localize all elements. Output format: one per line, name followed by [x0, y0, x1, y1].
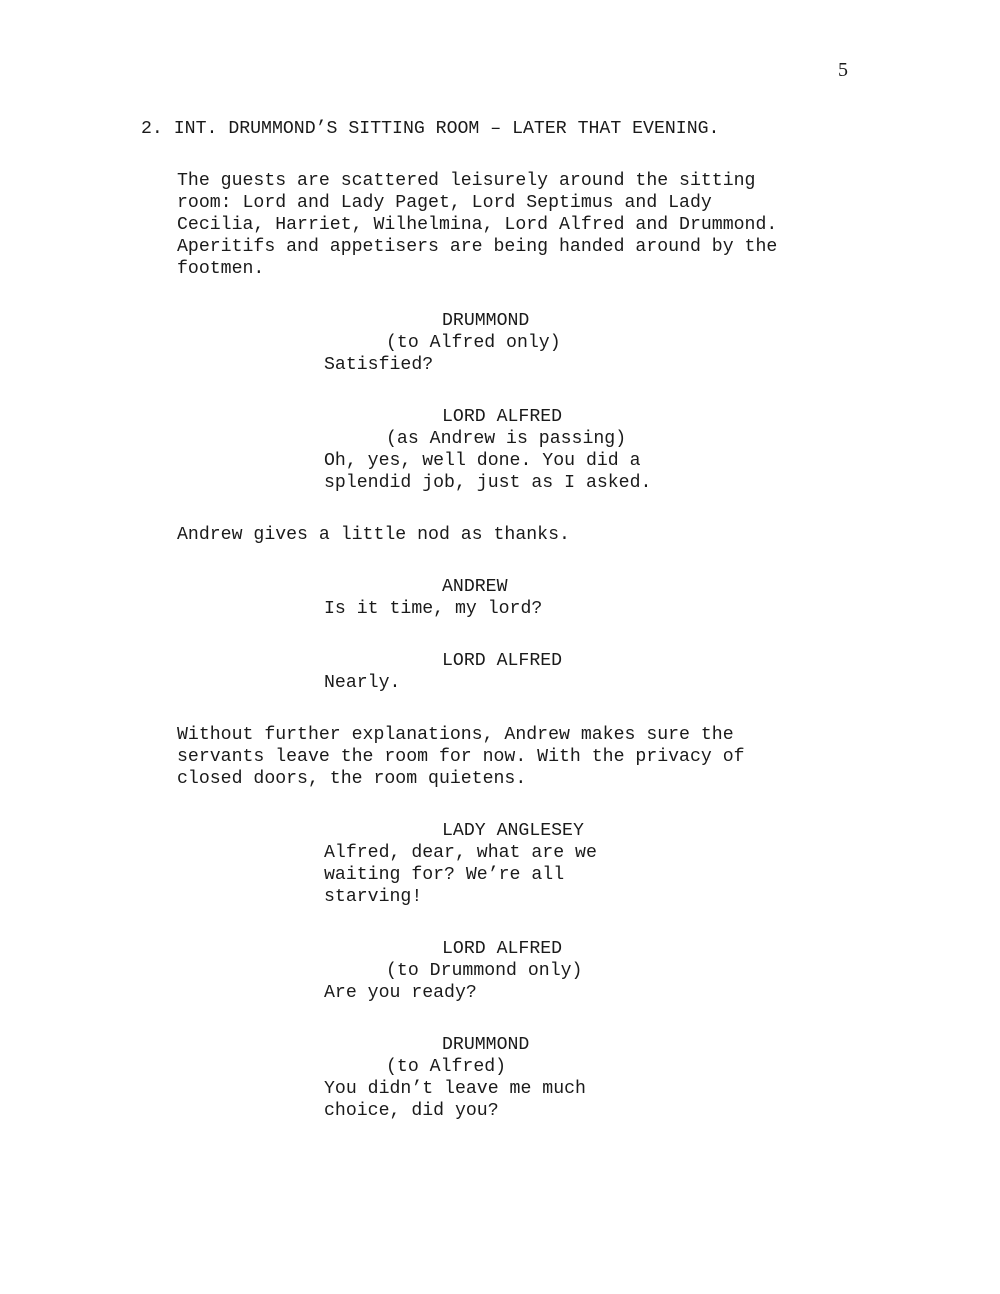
page-number: 5	[838, 59, 848, 81]
dialogue-line: Satisfied?	[324, 355, 434, 375]
dialogue-line: Alfred, dear, what are we	[324, 843, 597, 863]
action-line: Cecilia, Harriet, Wilhelmina, Lord Alfred and Drummond.	[177, 215, 778, 235]
scene-heading: 2. INT. DRUMMOND’S SITTING ROOM – LATER THAT EVENING.	[141, 119, 720, 139]
action-line: Aperitifs and appetisers are being handed around by the	[177, 237, 778, 257]
action-line: servants leave the room for now. With the privacy of	[177, 747, 745, 767]
parenthetical: (to Alfred only)	[386, 333, 561, 353]
dialogue-line: Oh, yes, well done. You did a	[324, 451, 641, 471]
dialogue-line: Are you ready?	[324, 983, 477, 1003]
character-name: LORD ALFRED	[442, 407, 563, 427]
dialogue-line: splendid job, just as I asked.	[324, 473, 652, 493]
dialogue-line: You didn’t leave me much	[324, 1079, 586, 1099]
action-line: room: Lord and Lady Paget, Lord Septimus and Lady	[177, 193, 712, 213]
character-name: DRUMMOND	[442, 1035, 530, 1055]
character-name: LORD ALFRED	[442, 939, 563, 959]
dialogue-line: Nearly.	[324, 673, 401, 693]
action-line: Without further explanations, Andrew makes sure the	[177, 725, 734, 745]
character-name: LORD ALFRED	[442, 651, 563, 671]
action-line: closed doors, the room quietens.	[177, 769, 527, 789]
action-line: The guests are scattered leisurely around the sitting	[177, 171, 756, 191]
action-line: Andrew gives a little nod as thanks.	[177, 525, 570, 545]
action-line: footmen.	[177, 259, 265, 279]
character-name: ANDREW	[442, 577, 508, 597]
character-name: LADY ANGLESEY	[442, 821, 584, 841]
character-name: DRUMMOND	[442, 311, 530, 331]
dialogue-line: choice, did you?	[324, 1101, 499, 1121]
dialogue-line: waiting for? We’re all	[324, 865, 565, 885]
parenthetical: (to Alfred)	[386, 1057, 507, 1077]
dialogue-line: Is it time, my lord?	[324, 599, 543, 619]
parenthetical: (as Andrew is passing)	[386, 429, 627, 449]
parenthetical: (to Drummond only)	[386, 961, 583, 981]
dialogue-line: starving!	[324, 887, 423, 907]
